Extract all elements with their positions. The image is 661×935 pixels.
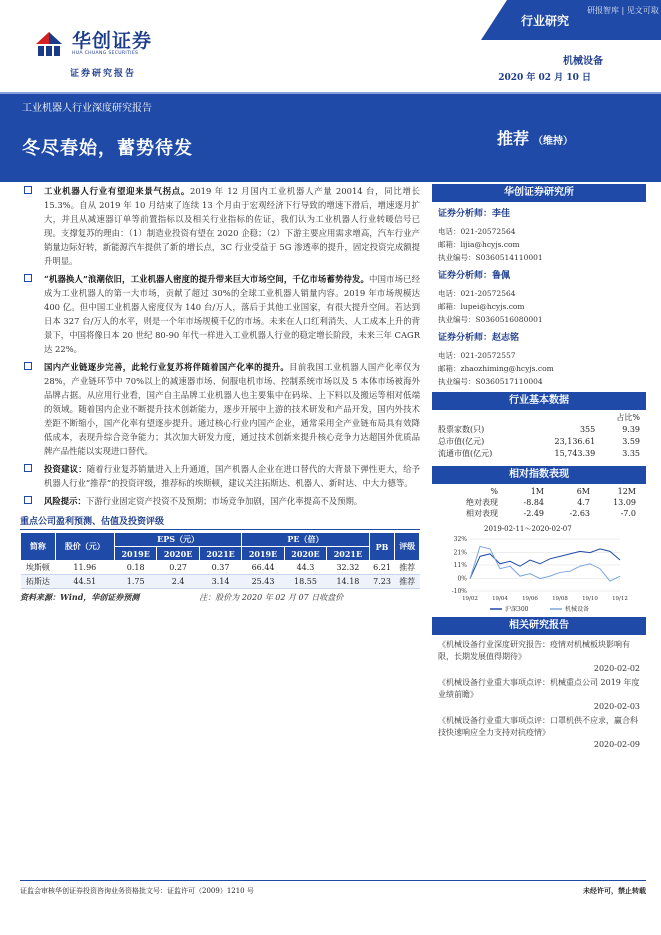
- x-tick-label: 19/04: [492, 596, 508, 602]
- stats-header: 行业基本数据: [432, 392, 646, 410]
- legend-label: 沪深300: [505, 606, 529, 613]
- bullet-square-icon: [24, 496, 32, 504]
- bullet-square-icon: [24, 464, 32, 472]
- sidebar: [432, 184, 646, 757]
- analyst-card: 证券分析师：鲁佩 电话：021-20572564 邮箱：lupei@hcyjs.com 执业编号：S0360516080001: [438, 271, 543, 324]
- logo-sub: 证券研究报告: [70, 69, 137, 79]
- industry-name: 机械设备: [563, 56, 603, 67]
- company-logo: [34, 26, 164, 79]
- y-tick-label: 11%: [453, 562, 467, 569]
- table-row: 埃斯顿 11.96 0.18 0.27 0.37 66.44 44.3 32.32 6.21 推荐: [21, 561, 420, 575]
- index-chart-svg: [432, 521, 646, 613]
- report-title: 冬尽春始，蓄势待发: [22, 138, 193, 159]
- bullet-square-icon: [24, 274, 32, 282]
- summary-bullet: “机器换人”浪潮依旧，工业机器人密度的提升带来巨大市场空间，千亿市场蓄势待发。中国市场已经成为工业机器人的第一大市场，贡献了超过 30%的全球工业机器人销量内容。2019 年市场规模达 400 亿。但中国工业机器人密度仅为 140 台/万人，落后于其他工业国家，有很大提升空间。若达到日本 327 台/万人的水平，则是一个年市场规模千亿的市场。未来在人口红利消失、人工成本上升的背景下，中国将像日本 20 世纪 80-90 年代一样进入工业机器人行业的稳定增长阶段，未来三年 CAGR 达 22%。: [20, 272, 420, 356]
- logo-en: HUA CHUANG SECURITIES: [72, 51, 139, 56]
- x-tick-label: 19/12: [612, 596, 628, 602]
- watermark: 研报智库 | 见文可取: [587, 6, 659, 15]
- analyst-card: 证券分析师：李佳 电话：021-20572564 邮箱：lijia@hcyjs.com 执业编号：S0360514110001: [438, 209, 543, 262]
- table-source: 资料来源：Wind，华创证券预测 注：股价为 2020 年 02 月 07 日收盘价: [20, 592, 344, 602]
- stat-row: 总市值(亿元) 23,136.61 3.59: [438, 437, 640, 446]
- related-report[interactable]: 《机械设备行业重大事项点评：机械重点公司 2019 年度业绩前瞻》 2020-02-03: [438, 678, 640, 711]
- index-row: 绝对表现 -8.84 4.7 13.09: [466, 498, 636, 507]
- main-column: [20, 184, 420, 603]
- index-header: 相对指数表现: [432, 466, 646, 484]
- stat-row: 流通市值(亿元) 15,743.39 3.35: [438, 449, 640, 458]
- report-subtitle: 工业机器人行业深度研究报告: [22, 103, 152, 114]
- bullet-square-icon: [24, 362, 32, 370]
- footer-copyright: 未经许可，禁止转载: [583, 886, 646, 895]
- forecast-title: 重点公司盈利预测、估值及投资评级: [20, 514, 420, 530]
- report-date: 2020 年 02 月 10 日: [498, 73, 591, 83]
- related-report[interactable]: 《机械设备行业深度研究报告：疫情对机械板块影响有限，长期发展值得期待》 2020-02-02: [438, 640, 640, 673]
- stats-block: 占比% 股票家数(只) 355 9.39 总市值(亿元) 23,136.61 3.59 流通市值(亿元) 15,743.39 3.35: [438, 413, 640, 458]
- summary-bullet: 工业机器人行业有望迎来景气拐点。2019 年 12 月国内工业机器人产量 20014 台，同比增长 15.3%。自从 2019 年 10 月结束了连续 13 个月由于宏观经济下行导致的增速下滑后，增速逐月扩大，并且从减速器订单等前置指标以及相关行业指标的佐证，我们认为工业机器人行业转暖信号已现。支撑复苏的理由：（1）制造业投资有望在 2020 企稳；（2）下游主要应用需求增高，汽车行业产销量边际好转，新能源汽车提供了新的增长点，3C 行业受益于 5G 渗透率的提升，固定投资完成额提升明显。: [20, 184, 420, 268]
- x-tick-label: 19/08: [552, 596, 568, 602]
- stat-row: 股票家数(只) 355 9.39: [438, 425, 640, 434]
- legend-label: 机械设备: [565, 606, 590, 613]
- y-tick-label: 21%: [453, 549, 467, 557]
- y-tick-label: -10%: [451, 588, 467, 595]
- institute-header: 华创证券研究所: [432, 184, 646, 202]
- index-chart: [432, 521, 646, 613]
- summary-bullet: 国内产业链逐步完善，此轮行业复苏将伴随着国产化率的提升。目前我国工业机器人国产化率仅为 28%，产业链环节中 70%以上的减速器市场、伺服电机市场、控制系统市场以及 5 本体市场被海外品牌占据。从应用行业看，国产自主品牌工业机器人也主要集中在码垛、上下料以及搬运等相对低端的领域。随着国内企业不断提升技术创新能力，逐步开展中上游的技术研发和产品开发，国内外技术差距不断缩小，国产化率有望逐步提升。通过核心行业内国产企业，通常采用全产业链布局具有效降低成本，表现升综合竞争能力；其次加大研发力度，通过技术创新来提升核心竞争力达超国外优质品牌产品性能以实现进口替代。: [20, 360, 420, 458]
- related-report[interactable]: 《机械设备行业重大事项点评：口罩机供不应求，赢合科技快速响应全力支持对抗疫情》 2020-02-09: [438, 716, 640, 749]
- related-list: [432, 635, 646, 757]
- forecast-table: 简称 股价（元） EPS（元） PE（倍） PB 评级 2019E 2020E 2021E 2019E 2020E 2021E 埃斯顿 11.96 0.18 0.27 0.37 66.44 44.3 32.32 6.21 推荐 拓斯达 44.51 1.75 2.4 3.14 25.43 18.55 14.18 7.23 推荐: [20, 532, 420, 589]
- summary-bullet: 投资建议：随着行业复苏销量进入上升通道，国产机器人企业在进口替代的大背景下弹性更大，给予机器人行业“推荐”的投资评级，推荐标的埃斯顿，建议关注拓斯达、机器人、新时达、中大力德等。: [20, 462, 420, 490]
- index-row: 相对表现 -2.49 -2.63 -7.0: [466, 509, 636, 518]
- footer: [20, 880, 646, 896]
- report-type-tag: 行业研究: [521, 14, 570, 28]
- chart-title: 2019-02-11～2020-02-07: [484, 525, 572, 533]
- bullet-square-icon: [24, 186, 32, 194]
- logo-mark-icon: [34, 28, 64, 58]
- x-tick-label: 19/02: [462, 596, 478, 602]
- series-line: [470, 546, 620, 581]
- table-row: 拓斯达 44.51 1.75 2.4 3.14 25.43 18.55 14.18 7.23 推荐: [21, 575, 420, 589]
- related-header: 相关研究报告: [432, 617, 646, 635]
- top-tag-bar: [481, 0, 661, 40]
- footer-license: 证监会审核华创证券投资咨询业务资格批文号：证监许可（2009）1210 号: [20, 887, 254, 895]
- title-banner: [0, 92, 661, 182]
- index-block: % 1M 6M 12M 绝对表现 -8.84 4.7 13.09 相对表现 -2.49 -2.63 -7.0: [432, 484, 646, 521]
- y-tick-label: 32%: [453, 536, 467, 543]
- summary-bullet: 风险提示：下游行业固定资产投资不及预期；市场竞争加剧，国产化率提高不及预期。: [20, 494, 420, 508]
- x-tick-label: 19/06: [522, 596, 538, 602]
- analyst-card: 证券分析师：赵志铭 电话：021-20572557 邮箱：zhaozhiming@hcyjs.com 执业编号：S0360517110004: [438, 333, 554, 386]
- rating: 推荐 （维持）: [497, 129, 574, 148]
- x-tick-label: 19/10: [582, 596, 598, 602]
- y-tick-label: 0%: [457, 575, 467, 583]
- logo-cn: 华创证券: [72, 30, 153, 52]
